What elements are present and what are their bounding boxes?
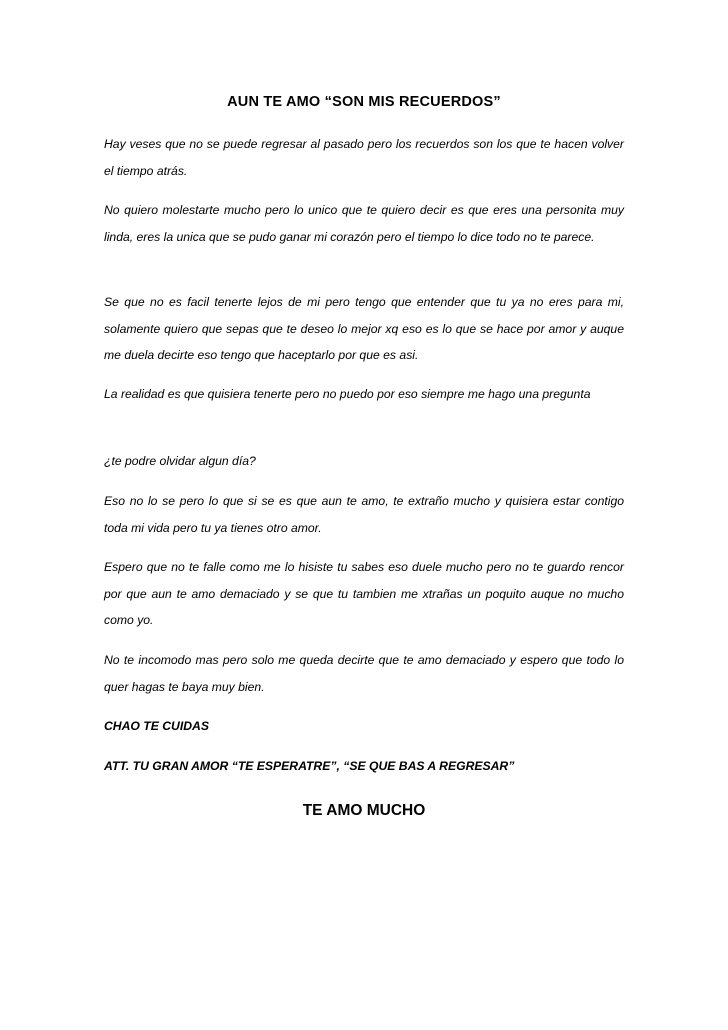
signoff-line-1: CHAO TE CUIDAS (104, 719, 209, 733)
paragraph-3: Se que no es facil tenerte lejos de mi pero tengo que entender que tu ya no eres para mi, solamente quiero que sepas que te deseo lo mejor xq eso es lo que se hace por amor y auque me duela decirte eso tengo que haceptarlo por que es asi. (104, 295, 624, 362)
signoff-line-2: ATT. TU GRAN AMOR “TE ESPERATRE”, “SE QUE BAS A REGRESAR” (104, 759, 515, 773)
paragraph-1: Hay veses que no se puede regresar al pasado pero los recuerdos son los que te hacen volver el tiempo atrás. (104, 137, 624, 178)
paragraph-7: No te incomodo mas pero solo me queda decirte que te amo demaciado y espero que todo lo quer hagas te baya muy bien. (104, 653, 624, 694)
paragraph-4: La realidad es que quisiera tenerte pero no puedo por eso siempre me hago una pregunta (104, 387, 591, 401)
closing-line: TE AMO MUCHO (302, 802, 426, 819)
paragraph-5: Eso no lo se pero lo que si se es que aun te amo, te extraño mucho y quisiera estar contigo toda mi vida pero tu ya tienes otro amor. (104, 494, 624, 535)
paragraph-6: Espero que no te falle como me lo hisiste tu sabes eso duele mucho pero no te guardo rencor por que aun te amo demaciado y se que tu tambien me xtrañas un poquito auque no mucho como yo. (104, 560, 624, 627)
paragraph-2: No quiero molestarte mucho pero lo unico que te quiero decir es que eres una personita muy linda, eres la unica que se pudo ganar mi corazón pero el tiempo lo dice todo no te parece. (104, 203, 624, 244)
paragraph-question: ¿te podre olvidar algun día? (104, 454, 256, 468)
document-title: AUN TE AMO “SON MIS RECUERDOS” (227, 94, 501, 110)
